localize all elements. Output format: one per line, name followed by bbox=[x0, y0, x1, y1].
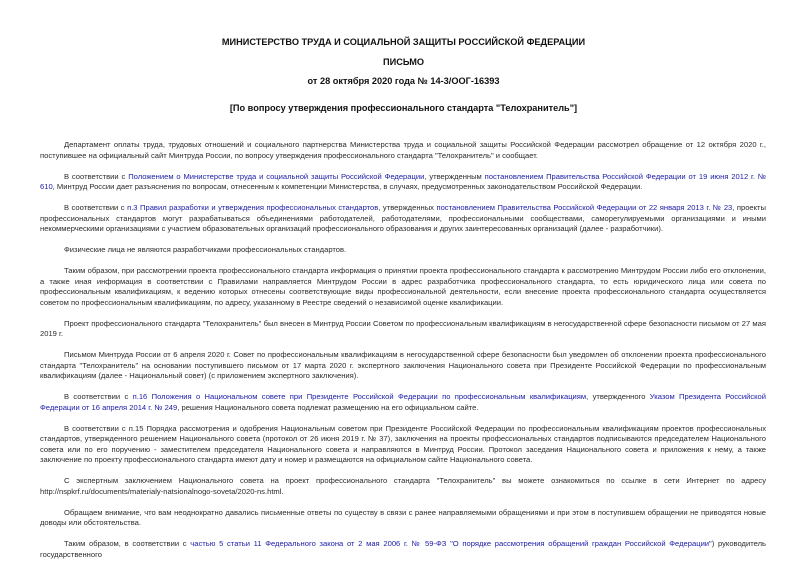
paragraph bbox=[40, 319, 766, 340]
legal-reference-link[interactable]: Правил разработки и утверждения профессиональных стандартов bbox=[140, 203, 379, 212]
paragraph-text: В соответствии с bbox=[64, 392, 133, 401]
paragraph bbox=[40, 245, 766, 256]
document-body bbox=[40, 140, 766, 571]
paragraph bbox=[40, 476, 766, 497]
paragraph-text: С экспертным заключением Национального совета на проект профессионального стандарта "Телохранитель" вы можете ознакомиться по ссылке в сети Интернет по адресу http://nspkrf.ru/documents/materialy-natsionalnogo-soveta/2020-ns.html. bbox=[40, 476, 766, 496]
paragraph bbox=[40, 424, 766, 466]
paragraph-text: Таким образом, в соответствии с bbox=[64, 539, 191, 548]
paragraph-text: Департамент оплаты труда, трудовых отношений и социального партнерства Министерства труда и социальной защиты Российской Федерации рассмотрел обращение от 12 октября 2020 г., поступившее на официальный сайт Минтруда России, по вопросу утверждения профессионального стандарта "Телохранитель" и сообщает. bbox=[40, 140, 766, 160]
legal-reference-link[interactable]: п.3 bbox=[127, 203, 138, 212]
paragraph-text: Таким образом, при рассмотрении проекта профессионального стандарта информация о принятии проекта профессионального стандарта к рассмотрению Минтрудом России либо его отклонении, а также иная информация в соответствии с Правилами направляется Минтрудом России в адрес разработчика профессионального стандарта, то есть юридического лица или совета по профессиональным квалификациям, к ведению которых отнесены соответствующие виды профессиональной деятельности, если внесение проекта профессионального стандарта осуществляется советом по профессиональным квалификациям, по адресу, указанному в Реестре сведений о независимой оценке квалификации. bbox=[40, 266, 766, 307]
legal-reference-link[interactable]: Указом Президента Российской Федерации от 16 апреля 2014 г. № 249 bbox=[40, 392, 767, 412]
document-subject: [По вопросу утверждения профессионального стандарта "Телохранитель"] bbox=[229, 103, 578, 113]
ministry-title: МИНИСТЕРСТВО ТРУДА И СОЦИАЛЬНОЙ ЗАЩИТЫ РОССИЙСКОЙ ФЕДЕРАЦИИ bbox=[221, 37, 586, 47]
paragraph bbox=[40, 140, 766, 161]
paragraph-text: , Минтруд России дает разъяснения по вопросам, отнесенным к компетенции Министерства, в случаях, предусмотренных законодательством Российской Федерации. bbox=[52, 182, 643, 191]
paragraph bbox=[40, 350, 766, 382]
paragraph-text: ) руководитель государственного bbox=[40, 539, 766, 559]
paragraph-text: В соответствии с п.15 Порядка рассмотрения и одобрения Национальным советом при Президенте Российской Федерации по профессиональным квалификациям проектов профессиональных стандартов, утвержденного решением Национального совета (протокол от 26 июня 2019 г. № 37), заключения на проекты профессиональных стандартов подписываются председателем Национального совета или по его поручению - заместителем председателя Национального совета и направляются в Минтруд России. Протокол заседания Национального совета и приложения к нему, а также заключение по проекту профессионального стандарта имеют дату и номер и размещаются на официальном сайте Национального совета. bbox=[40, 423, 766, 464]
paragraph-text: , утвержденных bbox=[378, 203, 437, 212]
paragraph-text: Обращаем внимание, что вам неоднократно давались письменные ответы по существу в связи с ранее направляемыми обращениями и при этом в поступившем обращении не приводятся новые доводы или обстоятельства. bbox=[40, 507, 766, 527]
paragraph-text: , решения Национального совета подлежат размещению на его официальном сайте. bbox=[177, 402, 479, 412]
paragraph bbox=[40, 392, 766, 413]
paragraph bbox=[40, 172, 766, 193]
paragraph-text: В соответствии с bbox=[64, 203, 128, 212]
paragraph-text: Письмом Минтруда России от 6 апреля 2020 г. Совет по профессиональным квалификациям в негосударственной сфере безопасности был уведомлен об отклонении проекта профессионального стандарта "Телохранитель" на основании поступившего письмом от 17 марта 2020 г. экспертного заключения Национального совета при Президенте Российской Федерации по профессиональным квалификациям (далее - Национальный совет) (с приложением экспертного заключения). bbox=[40, 350, 766, 380]
paragraph bbox=[40, 508, 766, 529]
legal-reference-link[interactable]: частью 5 статьи 11 Федерального закона от 2 мая 2006 г. № 59-ФЗ "О порядке рассмотрения обращений граждан Российской Федерации" bbox=[190, 539, 712, 548]
legal-reference-link[interactable]: п.16 Положения о Национальном совете при Президенте Российской Федерации по профессиональным квалификациям bbox=[132, 392, 587, 401]
paragraph bbox=[40, 539, 766, 560]
legal-reference-link[interactable]: Положением о Министерстве труда и социальной защиты Российской Федерации bbox=[128, 171, 425, 181]
paragraph bbox=[40, 266, 766, 308]
paragraph-text: , утвержденного bbox=[586, 392, 650, 401]
paragraph-text: Физические лица не являются разработчиками профессиональных стандартов. bbox=[64, 245, 347, 254]
legal-reference-link[interactable]: постановлением Правительства Российской Федерации от 19 июня 2012 г. № 610 bbox=[40, 171, 767, 191]
paragraph-text: , проекты профессиональных стандартов могут разрабатываться объединениями работодателей, работодателями, профессиональными сообществами, саморегулируемыми организациями и иными некоммерческими организациями с участием образовательных организаций профессионального образования и других заинтересованных организаций (далее - разработчики). bbox=[40, 203, 766, 233]
document-type: ПИСЬМО bbox=[382, 57, 425, 67]
legal-reference-link[interactable]: постановлением Правительства Российской Федерации от 22 января 2013 г. № 23 bbox=[436, 203, 733, 212]
paragraph-text: В соответствии с bbox=[64, 171, 129, 181]
paragraph bbox=[40, 203, 766, 235]
paragraph-text: , утвержденным bbox=[424, 171, 485, 181]
paragraph-text: Проект профессионального стандарта "Телохранитель" был внесен в Минтруд России Советом по профессиональным квалификациям в негосударственной сфере безопасности письмом от 27 мая 2019 г. bbox=[40, 318, 766, 338]
document-date-number: от 28 октября 2020 года № 14-3/ООГ-16393 bbox=[307, 76, 500, 86]
